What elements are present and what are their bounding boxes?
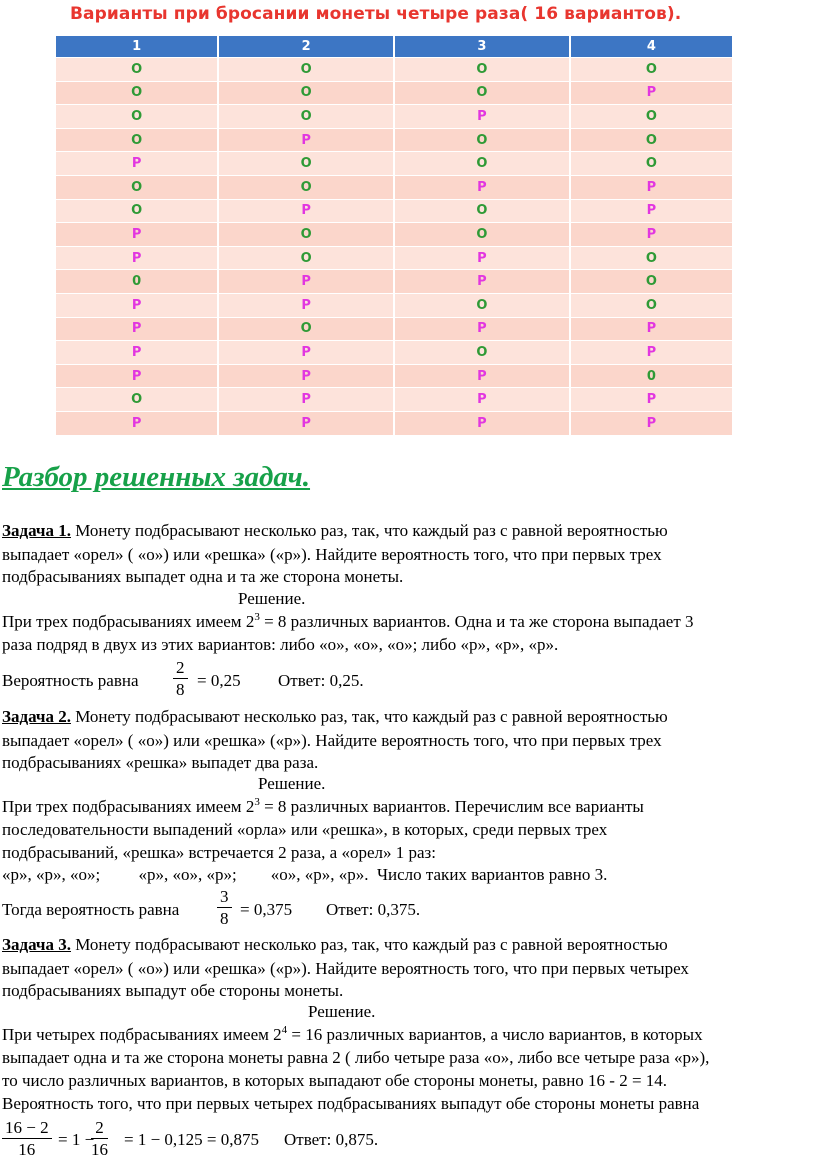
task3-fraction-1: [2, 1117, 52, 1161]
table-row: [56, 411, 732, 434]
table-cell: O: [570, 270, 732, 294]
task3-text: Монету подбрасывают несколько раз, так, что каждый раз с равной вероятностью: [70, 935, 668, 954]
fraction-denominator: 16: [91, 1140, 108, 1159]
task1-fraction: [173, 657, 188, 701]
task3-label: Задача 3.: [2, 935, 71, 954]
table-row: [56, 223, 732, 247]
table-cell: P: [218, 411, 394, 434]
table-cell: P: [56, 152, 218, 176]
task1-statement-line: подбрасываниях выпадет одна и та же сторона монеты.: [2, 567, 404, 586]
table-row: [56, 293, 732, 317]
task2-probability-label: Тогда вероятность равна: [2, 900, 180, 919]
task3-solution-text: = 16 различных вариантов, а число вариантов, в которых: [287, 1025, 703, 1044]
task2-solution-line: подбрасываний, «решка» встречается 2 раза, а «орел» 1 раз:: [2, 843, 436, 862]
task3-result: = 1 − 0,125 = 0,875: [124, 1130, 260, 1149]
task3-solution-text: При четырех подбрасываниях имеем 2: [2, 1025, 282, 1044]
column-header: 4: [570, 36, 732, 58]
table-cell: P: [394, 317, 570, 341]
table-cell: P: [56, 293, 218, 317]
table-cell: O: [570, 152, 732, 176]
task2-answer: Ответ: 0,375.: [326, 900, 421, 919]
task2-solution-text: При трех подбрасываниях имеем 2: [2, 797, 255, 816]
table-cell: P: [394, 270, 570, 294]
table-cell: O: [218, 58, 394, 82]
task1-statement-line: выпадает «орел» ( «о») или «решка» («р»). Найдите вероятность того, что при первых трех: [2, 545, 662, 564]
table-cell: P: [394, 411, 570, 434]
task2-solution-text: = 8 различных вариантов. Перечислим все варианты: [259, 797, 644, 816]
coin-variants-table: [56, 36, 732, 435]
table-row: [56, 128, 732, 152]
table-header-row: [56, 36, 732, 58]
table-cell: P: [570, 81, 732, 105]
table-cell: O: [218, 175, 394, 199]
table-cell: 0: [570, 364, 732, 388]
table-row: [56, 341, 732, 365]
task3-equation-middle: = 1 −: [58, 1130, 95, 1149]
table-cell: P: [218, 364, 394, 388]
task2-solution-line: [2, 797, 644, 817]
task2-statement-line: подбрасываниях «решка» выпадет два раза.: [2, 753, 319, 772]
table-cell: O: [56, 199, 218, 223]
table-cell: O: [394, 128, 570, 152]
table-cell: O: [218, 223, 394, 247]
table-cell: P: [56, 317, 218, 341]
task2-result: = 0,375: [240, 900, 293, 919]
table-cell: O: [56, 81, 218, 105]
table-cell: P: [570, 175, 732, 199]
task2-exponent: 3: [254, 796, 260, 808]
table-row: [56, 246, 732, 270]
task1-exponent: 3: [254, 611, 260, 623]
task3-solution-heading: Решение.: [308, 1002, 376, 1021]
task3-solution-line: Вероятность того, что при первых четырех подбрасываниях выпадут обе стороны монеты равна: [2, 1094, 700, 1113]
task1-statement-line: [2, 521, 668, 541]
table-cell: O: [394, 293, 570, 317]
table-cell: P: [218, 270, 394, 294]
table-cell: O: [570, 293, 732, 317]
task2-solution-heading: Решение.: [258, 774, 326, 793]
table-cell: O: [570, 58, 732, 82]
task2-solution-line: «р», «р», «о»; «р», «о», «р»; «о», «р», «р». Число таких вариантов равно 3.: [2, 865, 608, 884]
table-cell: P: [394, 388, 570, 412]
table-row: [56, 364, 732, 388]
table-cell: O: [56, 128, 218, 152]
table-cell: P: [570, 317, 732, 341]
table-cell: P: [570, 388, 732, 412]
table-cell: P: [394, 364, 570, 388]
task2-solution-line: последовательности выпадений «орла» или «решка», в которых, среди первых трех: [2, 820, 608, 839]
table-row: [56, 270, 732, 294]
task2-label: Задача 2.: [2, 707, 71, 726]
section-title: Разбор решенных задач.: [2, 461, 311, 493]
table-cell: P: [56, 223, 218, 247]
table-cell: P: [218, 341, 394, 365]
task1-solution-line: раза подряд в двух из этих вариантов: либо «о», «о», «о»; либо «р», «р», «р».: [2, 635, 559, 654]
table-cell: P: [218, 293, 394, 317]
task2-statement-line: [2, 707, 668, 727]
table-cell: P: [394, 246, 570, 270]
table-cell: O: [56, 175, 218, 199]
table-row: [56, 175, 732, 199]
table-cell: P: [394, 175, 570, 199]
table-cell: P: [56, 411, 218, 434]
column-header: 2: [218, 36, 394, 58]
task1-solution-heading: Решение.: [238, 589, 306, 608]
task1-answer: Ответ: 0,25.: [278, 671, 364, 690]
fraction-denominator: 16: [18, 1140, 36, 1159]
table-title: Варианты при бросании монеты четыре раза( 16 вариантов).: [70, 4, 682, 24]
task3-statement-line: подбрасываниях выпадут обе стороны монеты.: [2, 981, 344, 1000]
table-cell: O: [56, 58, 218, 82]
fraction-denominator: 8: [176, 680, 185, 699]
table-cell: O: [218, 317, 394, 341]
table-cell: P: [570, 341, 732, 365]
table-cell: P: [394, 105, 570, 129]
fraction-numerator: 3: [217, 886, 232, 908]
task2-statement-line: выпадает «орел» ( «о») или «решка» («р»). Найдите вероятность того, что при первых трех: [2, 731, 662, 750]
table-cell: P: [56, 246, 218, 270]
table-cell: O: [56, 105, 218, 129]
table-cell: O: [56, 388, 218, 412]
table-row: [56, 317, 732, 341]
table-cell: O: [218, 152, 394, 176]
table-cell: O: [570, 105, 732, 129]
column-header: 1: [56, 36, 218, 58]
table-cell: O: [394, 81, 570, 105]
table-cell: O: [394, 199, 570, 223]
table-cell: O: [570, 128, 732, 152]
table-cell: O: [394, 58, 570, 82]
table-cell: P: [56, 341, 218, 365]
task3-statement-line: выпадает «орел» ( «о») или «решка» («р»). Найдите вероятность того, что при первых четырех: [2, 959, 689, 978]
table-cell: O: [570, 246, 732, 270]
column-header: 3: [394, 36, 570, 58]
table-cell: P: [570, 199, 732, 223]
table-row: [56, 388, 732, 412]
task3-fraction-2: [91, 1117, 108, 1161]
task1-result: = 0,25: [197, 671, 241, 690]
task3-answer: Ответ: 0,875.: [284, 1130, 379, 1149]
table-row: [56, 81, 732, 105]
fraction-numerator: 2: [91, 1117, 108, 1139]
table-cell: O: [394, 152, 570, 176]
fraction-denominator: 8: [220, 909, 229, 928]
table-cell: P: [570, 223, 732, 247]
table-cell: P: [218, 199, 394, 223]
table-cell: O: [218, 81, 394, 105]
table-cell: P: [218, 128, 394, 152]
table-cell: O: [394, 223, 570, 247]
table-cell: P: [56, 364, 218, 388]
task3-solution-line: то число различных вариантов, в которых выпадают обе стороны монеты, равно 16 - 2 = 14.: [2, 1071, 668, 1090]
table-cell: P: [218, 388, 394, 412]
fraction-numerator: 2: [173, 657, 188, 679]
task1-solution-text: При трех подбрасываниях имеем 2: [2, 612, 255, 631]
task1-label: Задача 1.: [2, 521, 71, 540]
task3-exponent: 4: [281, 1024, 288, 1036]
task3-statement-line: [2, 935, 668, 955]
task2-fraction: [217, 886, 232, 930]
table-row: [56, 58, 732, 82]
task1-text: Монету подбрасывают несколько раз, так, что каждый раз с равной вероятностью: [70, 521, 668, 540]
task1-solution-line: [2, 612, 694, 632]
table-row: [56, 152, 732, 176]
fraction-numerator: 16 − 2: [2, 1117, 52, 1139]
table-cell: 0: [56, 270, 218, 294]
task3-solution-line: выпадает одна и та же сторона монеты равна 2 ( либо четыре раза «о», либо все четыре раза «р»),: [2, 1048, 710, 1067]
table-cell: O: [394, 341, 570, 365]
table-row: [56, 199, 732, 223]
task2-text: Монету подбрасывают несколько раз, так, что каждый раз с равной вероятностью: [70, 707, 668, 726]
table-cell: O: [218, 246, 394, 270]
table-cell: O: [218, 105, 394, 129]
task3-solution-line: [2, 1025, 703, 1045]
task1-probability-label: Вероятность равна: [2, 671, 139, 690]
task1-solution-text: = 8 различных вариантов. Одна и та же сторона выпадает 3: [259, 612, 694, 631]
table-row: [56, 105, 732, 129]
table-cell: P: [570, 411, 732, 434]
